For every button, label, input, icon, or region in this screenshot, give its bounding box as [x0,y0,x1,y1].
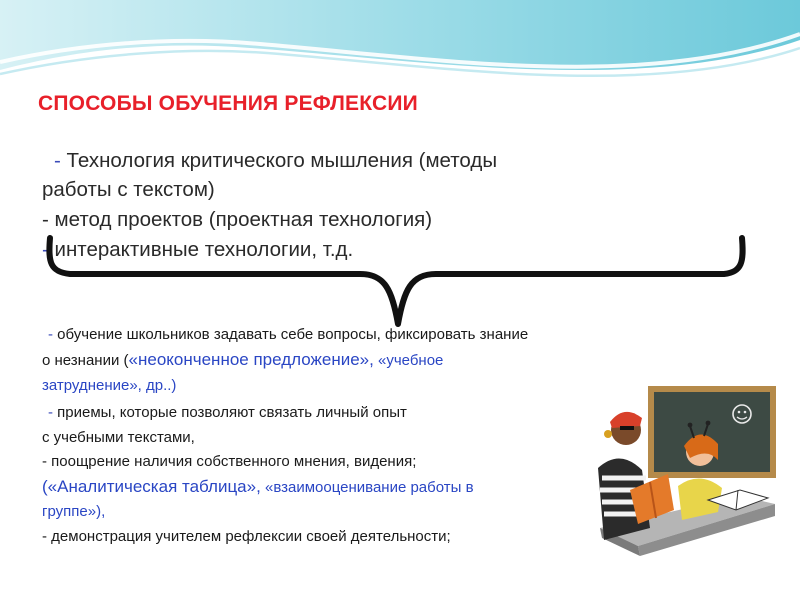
upper-list-text-1: Технология критического мышления (методы [66,149,498,172]
lower-list-item-4: - демонстрация учителем рефлексии своей деятельности; [42,528,451,545]
lower-list-line-5: с учебными текстами, [42,429,195,446]
lower-list-line-7 [42,477,474,498]
slide-title: СПОСОБЫ ОБУЧЕНИЯ РЕФЛЕКСИИ [38,92,418,115]
lower-list-line-3: затруднение», др..) [42,377,177,394]
dash: - [48,404,58,421]
lower-text-7b: «взаимооценивание работы в [260,479,474,496]
dash: - [54,149,67,172]
dash: - [42,238,55,261]
lower-list-text-4: приемы, которые позволяют связать личный опыт [57,404,407,421]
lower-list-line-8: группе»), [42,503,106,520]
upper-list-text-4: интерактивные технологии, т.д. [54,238,354,261]
lower-text-2a: о незнании ( [42,352,129,369]
lower-list-text-1: обучение школьников задавать себе вопросы, фиксировать знание [57,326,529,343]
lower-text-7a: («Аналитическая таблица», [42,477,261,496]
students-reading-icon [590,378,780,558]
lower-list-item-3: - поощрение наличия собственного мнения, видения; [42,453,417,470]
lower-list-line-2 [42,350,443,371]
upper-list-item-2: - метод проектов (проектная технология) [42,208,433,231]
upper-list-item-1 [42,147,497,174]
dash: - [48,326,58,343]
curly-brace-shape [30,232,760,330]
upper-list-text-2: работы с текстом) [42,178,215,201]
lower-list-item-1 [48,325,528,345]
lower-text-2b: «неоконченное предложение», [128,350,374,369]
lower-text-2c: «учебное [373,352,444,369]
lower-list-item-2 [48,403,407,423]
